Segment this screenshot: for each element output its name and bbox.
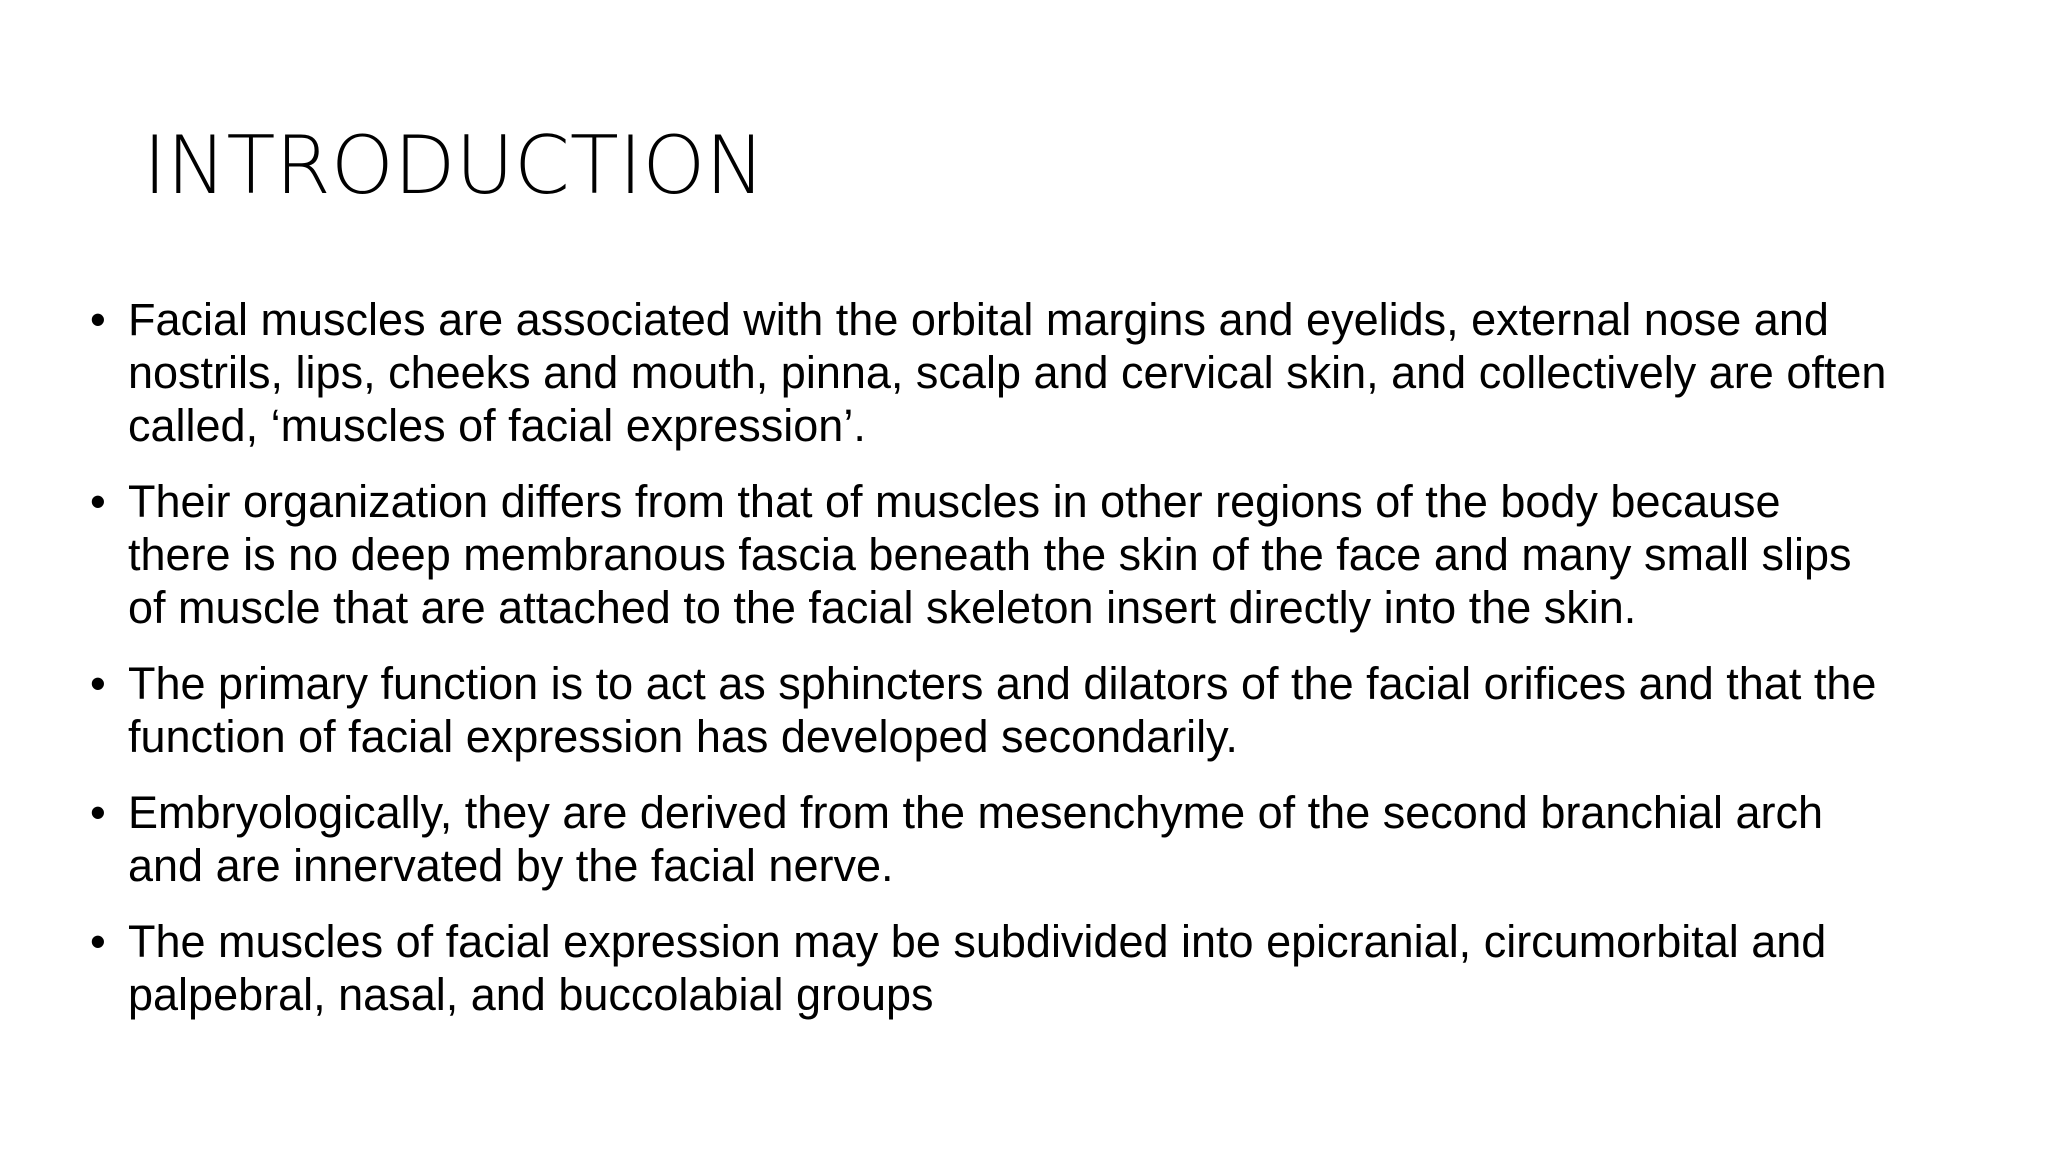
bullet-dot-icon: • — [90, 476, 106, 527]
bullet-item — [90, 475, 1890, 634]
bullet-dot-icon: • — [90, 916, 106, 967]
bullet-list — [90, 293, 1890, 1044]
bullet-text: Facial muscles are associated with the orbital margins and eyelids, external nose and nostrils, lips, cheeks and mouth, pinna, scalp and cervical skin, and collectively are often called, ‘muscles of facial expression’. — [128, 294, 1887, 451]
bullet-item — [90, 786, 1890, 892]
bullet-item — [90, 293, 1890, 452]
bullet-text: Embryologically, they are derived from the mesenchyme of the second branchial arch and are innervated by the facial nerve. — [128, 787, 1823, 891]
bullet-dot-icon: • — [90, 658, 106, 709]
slide-title: INTRODUCTION — [143, 119, 766, 212]
bullet-text: Their organization differs from that of muscles in other regions of the body because there is no deep membranous fascia beneath the skin of the face and many small slips of muscle that are attached to the facial skeleton insert directly into the skin. — [128, 476, 1852, 633]
bullet-item — [90, 915, 1890, 1021]
bullet-text: The primary function is to act as sphincters and dilators of the facial orifices and that the function of facial expression has developed secondarily. — [128, 658, 1877, 762]
bullet-item — [90, 657, 1890, 763]
bullet-dot-icon: • — [90, 294, 106, 345]
bullet-text: The muscles of facial expression may be subdivided into epicranial, circumorbital and palpebral, nasal, and buccolabial groups — [128, 916, 1827, 1020]
bullet-dot-icon: • — [90, 787, 106, 838]
